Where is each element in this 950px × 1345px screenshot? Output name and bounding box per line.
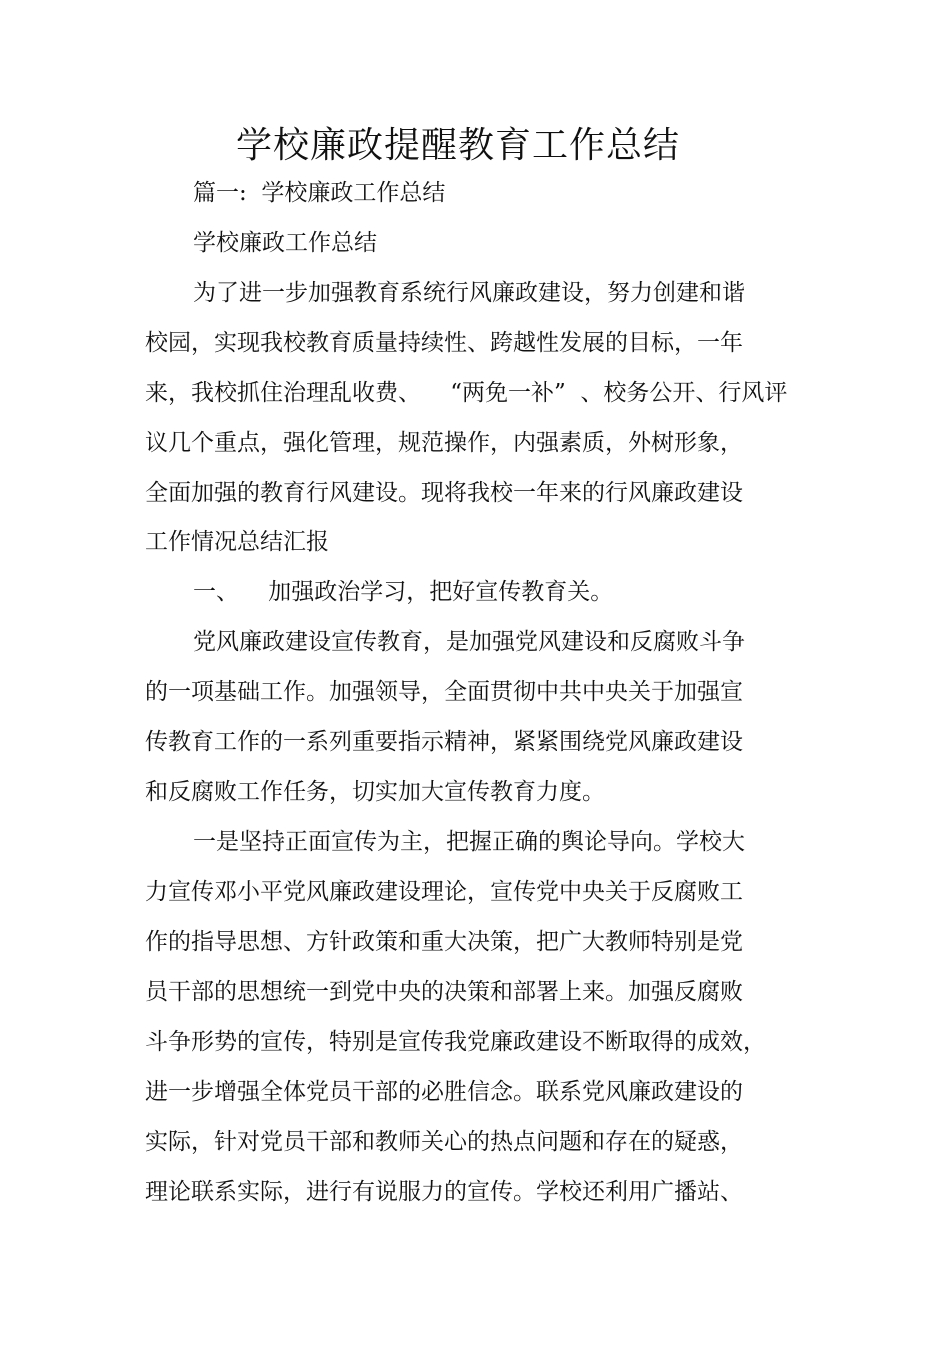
section-subtitle: 学校廉政工作总结	[193, 230, 377, 256]
paragraph-line: 传教育工作的一系列重要指示精神，紧紧围绕党风廉政建设	[145, 729, 743, 755]
paragraph-line: 进一步增强全体党员干部的必胜信念。联系党风廉政建设的	[145, 1079, 743, 1105]
paragraph-line: 作的指导思想、方针政策和重大决策，把广大教师特别是党	[145, 929, 743, 955]
paragraph-line: 斗争形势的宣传，特别是宣传我党廉政建设不断取得的成效，	[145, 1029, 766, 1055]
paragraph-line: 党风廉政建设宣传教育，是加强党风建设和反腐败斗争	[193, 629, 745, 655]
paragraph-line: 全面加强的教育行风建设。现将我校一年来的行风廉政建设	[145, 480, 743, 506]
paragraph-line: 议几个重点，强化管理，规范操作，内强素质，外树形象，	[145, 430, 743, 456]
paragraph-line: 来，我校抓住治理乱收费、 “两免一补” 、校务公开、行风评	[145, 380, 788, 406]
paragraph-line: 力宣传邓小平党风廉政建设理论，宣传党中央关于反腐败工	[145, 879, 743, 905]
paragraph-line: 和反腐败工作任务，切实加大宣传教育力度。	[145, 779, 605, 805]
paragraph-line: 校园，实现我校教育质量持续性、跨越性发展的目标，一年	[145, 330, 743, 356]
paragraph-line: 理论联系实际，进行有说服力的宣传。学校还利用广播站、	[145, 1179, 743, 1205]
document-title: 学校廉政提醒教育工作总结	[235, 125, 680, 166]
section-heading-part-one: 篇一: 学校廉政工作总结	[193, 180, 446, 206]
paragraph-line: 的一项基础工作。加强领导，全面贯彻中共中央关于加强宣	[145, 679, 743, 705]
paragraph-line: 员干部的思想统一到党中央的决策和部署上来。加强反腐败	[145, 979, 743, 1005]
paragraph-line: 为了进一步加强教育系统行风廉政建设，努力创建和谐	[193, 280, 745, 306]
section-heading-one: 一、 加强政治学习，把好宣传教育关。	[193, 579, 614, 605]
paragraph-line: 一是坚持正面宣传为主，把握正确的舆论导向。学校大	[193, 829, 745, 855]
paragraph-line: 实际，针对党员干部和教师关心的热点问题和存在的疑惑，	[145, 1129, 743, 1155]
paragraph-line: 工作情况总结汇报	[145, 529, 329, 555]
